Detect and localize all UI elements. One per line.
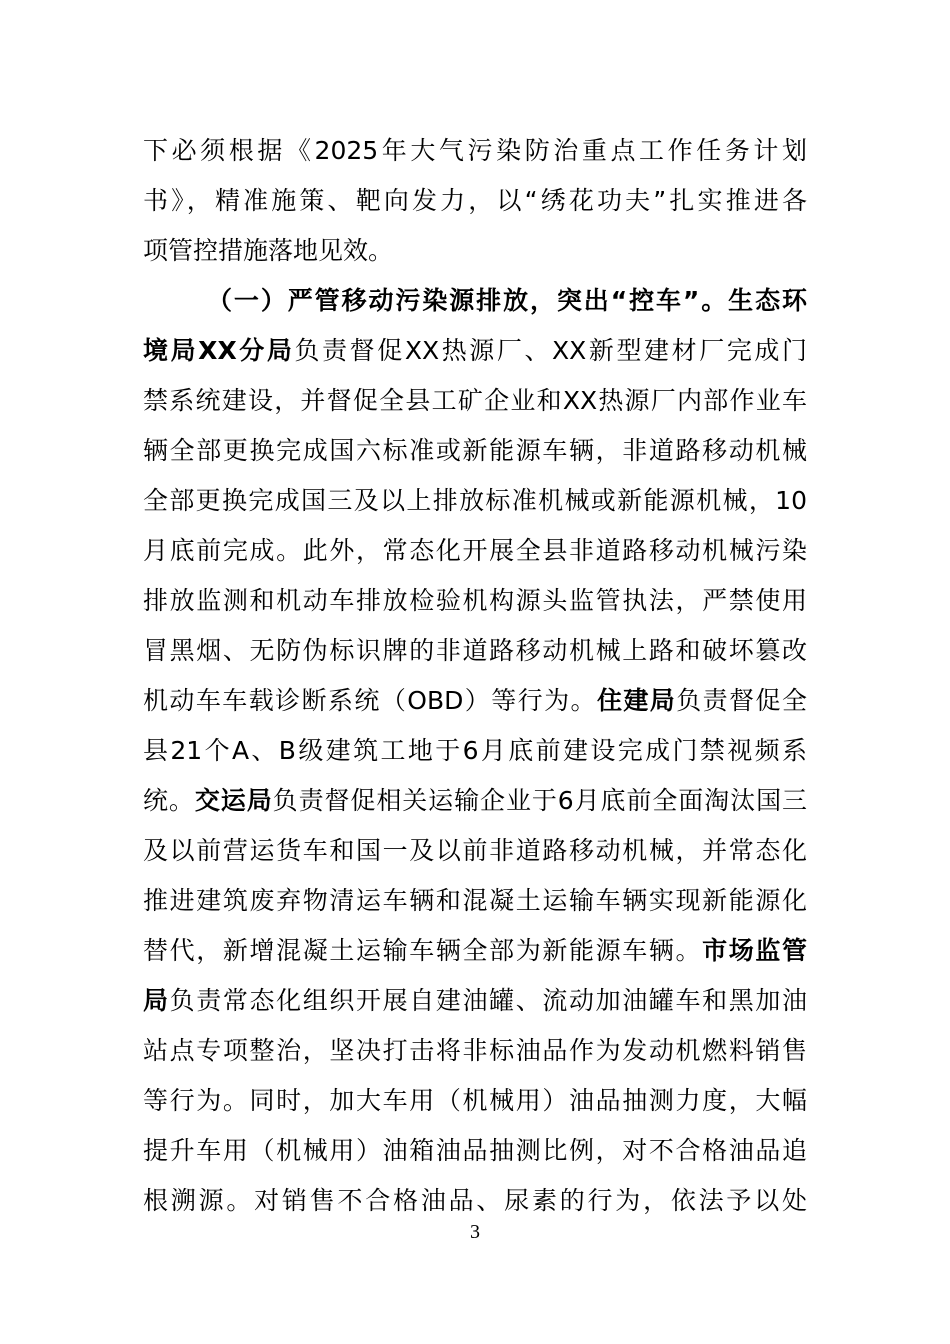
text-line [143, 1126, 807, 1176]
text-segment: 推进建筑废弃物清运车辆和混凝土运输车辆实现新能源化 [143, 886, 807, 915]
text-line [143, 726, 807, 776]
text-segment: 负责督促XX热源厂、XX新型建材厂完成门 [294, 336, 807, 365]
text-line [143, 426, 807, 476]
text-line [143, 176, 807, 226]
page-number: 3 [470, 1221, 480, 1243]
text-segment: 冒黑烟、无防伪标识牌的非道路移动机械上路和破坏篡改 [143, 636, 807, 665]
bold-text-segment: 境局XX分局 [143, 336, 295, 365]
body-text [143, 126, 807, 1226]
text-line [143, 276, 807, 326]
text-segment: 提升车用（机械用）油箱油品抽测比例，对不合格油品追 [143, 1136, 807, 1165]
text-line [143, 976, 807, 1026]
text-line [143, 1026, 807, 1076]
text-line [143, 526, 807, 576]
text-segment: 县21个A、B级建筑工地于6月底前建设完成门禁视频系 [143, 736, 807, 765]
text-line [143, 826, 807, 876]
text-segment: 书》，精准施策、靶向发力，以“绣花功夫”扎实推进各 [143, 186, 807, 215]
text-line [143, 1176, 807, 1226]
text-line [143, 626, 807, 676]
text-segment: 根溯源。对销售不合格油品、尿素的行为，依法予以处 [143, 1186, 807, 1215]
text-segment: 负责常态化组织开展自建油罐、流动加油罐车和黑加油 [169, 986, 807, 1015]
text-segment: 辆全部更换完成国六标准或新能源车辆，非道路移动机械 [143, 436, 807, 465]
text-line [143, 576, 807, 626]
text-line [143, 326, 807, 376]
text-segment: 等行为。同时，加大车用（机械用）油品抽测力度，大幅 [143, 1086, 807, 1115]
text-segment: 及以前营运货车和国一及以前非道路移动机械，并常态化 [143, 836, 807, 865]
text-segment: 负责督促相关运输企业于6月底前全面淘汰国三 [272, 786, 807, 815]
text-segment: 统。 [143, 786, 195, 815]
text-segment: 排放监测和机动车排放检验机构源头监管执法，严禁使用 [143, 586, 807, 615]
text-segment: 替代，新增混凝土运输车辆全部为新能源车辆。 [143, 936, 703, 965]
text-line [143, 926, 807, 976]
text-line [143, 876, 807, 926]
bold-text-segment: （一）严管移动污染源排放，突出“控车”。生态环 [207, 286, 807, 315]
text-segment: 下必须根据《2025年大气污染防治重点工作任务计划 [143, 136, 807, 165]
text-segment: 负责督促全 [676, 686, 807, 715]
bold-text-segment: 住建局 [596, 686, 677, 715]
text-line [143, 476, 807, 526]
bold-text-segment: 交运局 [194, 786, 273, 815]
text-segment: 机动车车载诊断系统（OBD）等行为。 [143, 686, 597, 715]
text-line [143, 226, 807, 276]
text-line [143, 1076, 807, 1126]
text-line [143, 676, 807, 726]
text-segment: 站点专项整治，坚决打击将非标油品作为发动机燃料销售 [143, 1036, 807, 1065]
bold-text-segment: 局 [143, 986, 170, 1015]
text-line [143, 776, 807, 826]
text-segment: 项管控措施落地见效。 [143, 236, 394, 265]
text-segment: 全部更换完成国三及以上排放标准机械或新能源机械，10 [143, 486, 807, 515]
text-line [143, 126, 807, 176]
bold-text-segment: 市场监管 [702, 936, 807, 965]
text-segment: 禁系统建设，并督促全县工矿企业和XX热源厂内部作业车 [143, 386, 807, 415]
text-line [143, 376, 807, 426]
text-segment: 月底前完成。此外，常态化开展全县非道路移动机械污染 [143, 536, 807, 565]
